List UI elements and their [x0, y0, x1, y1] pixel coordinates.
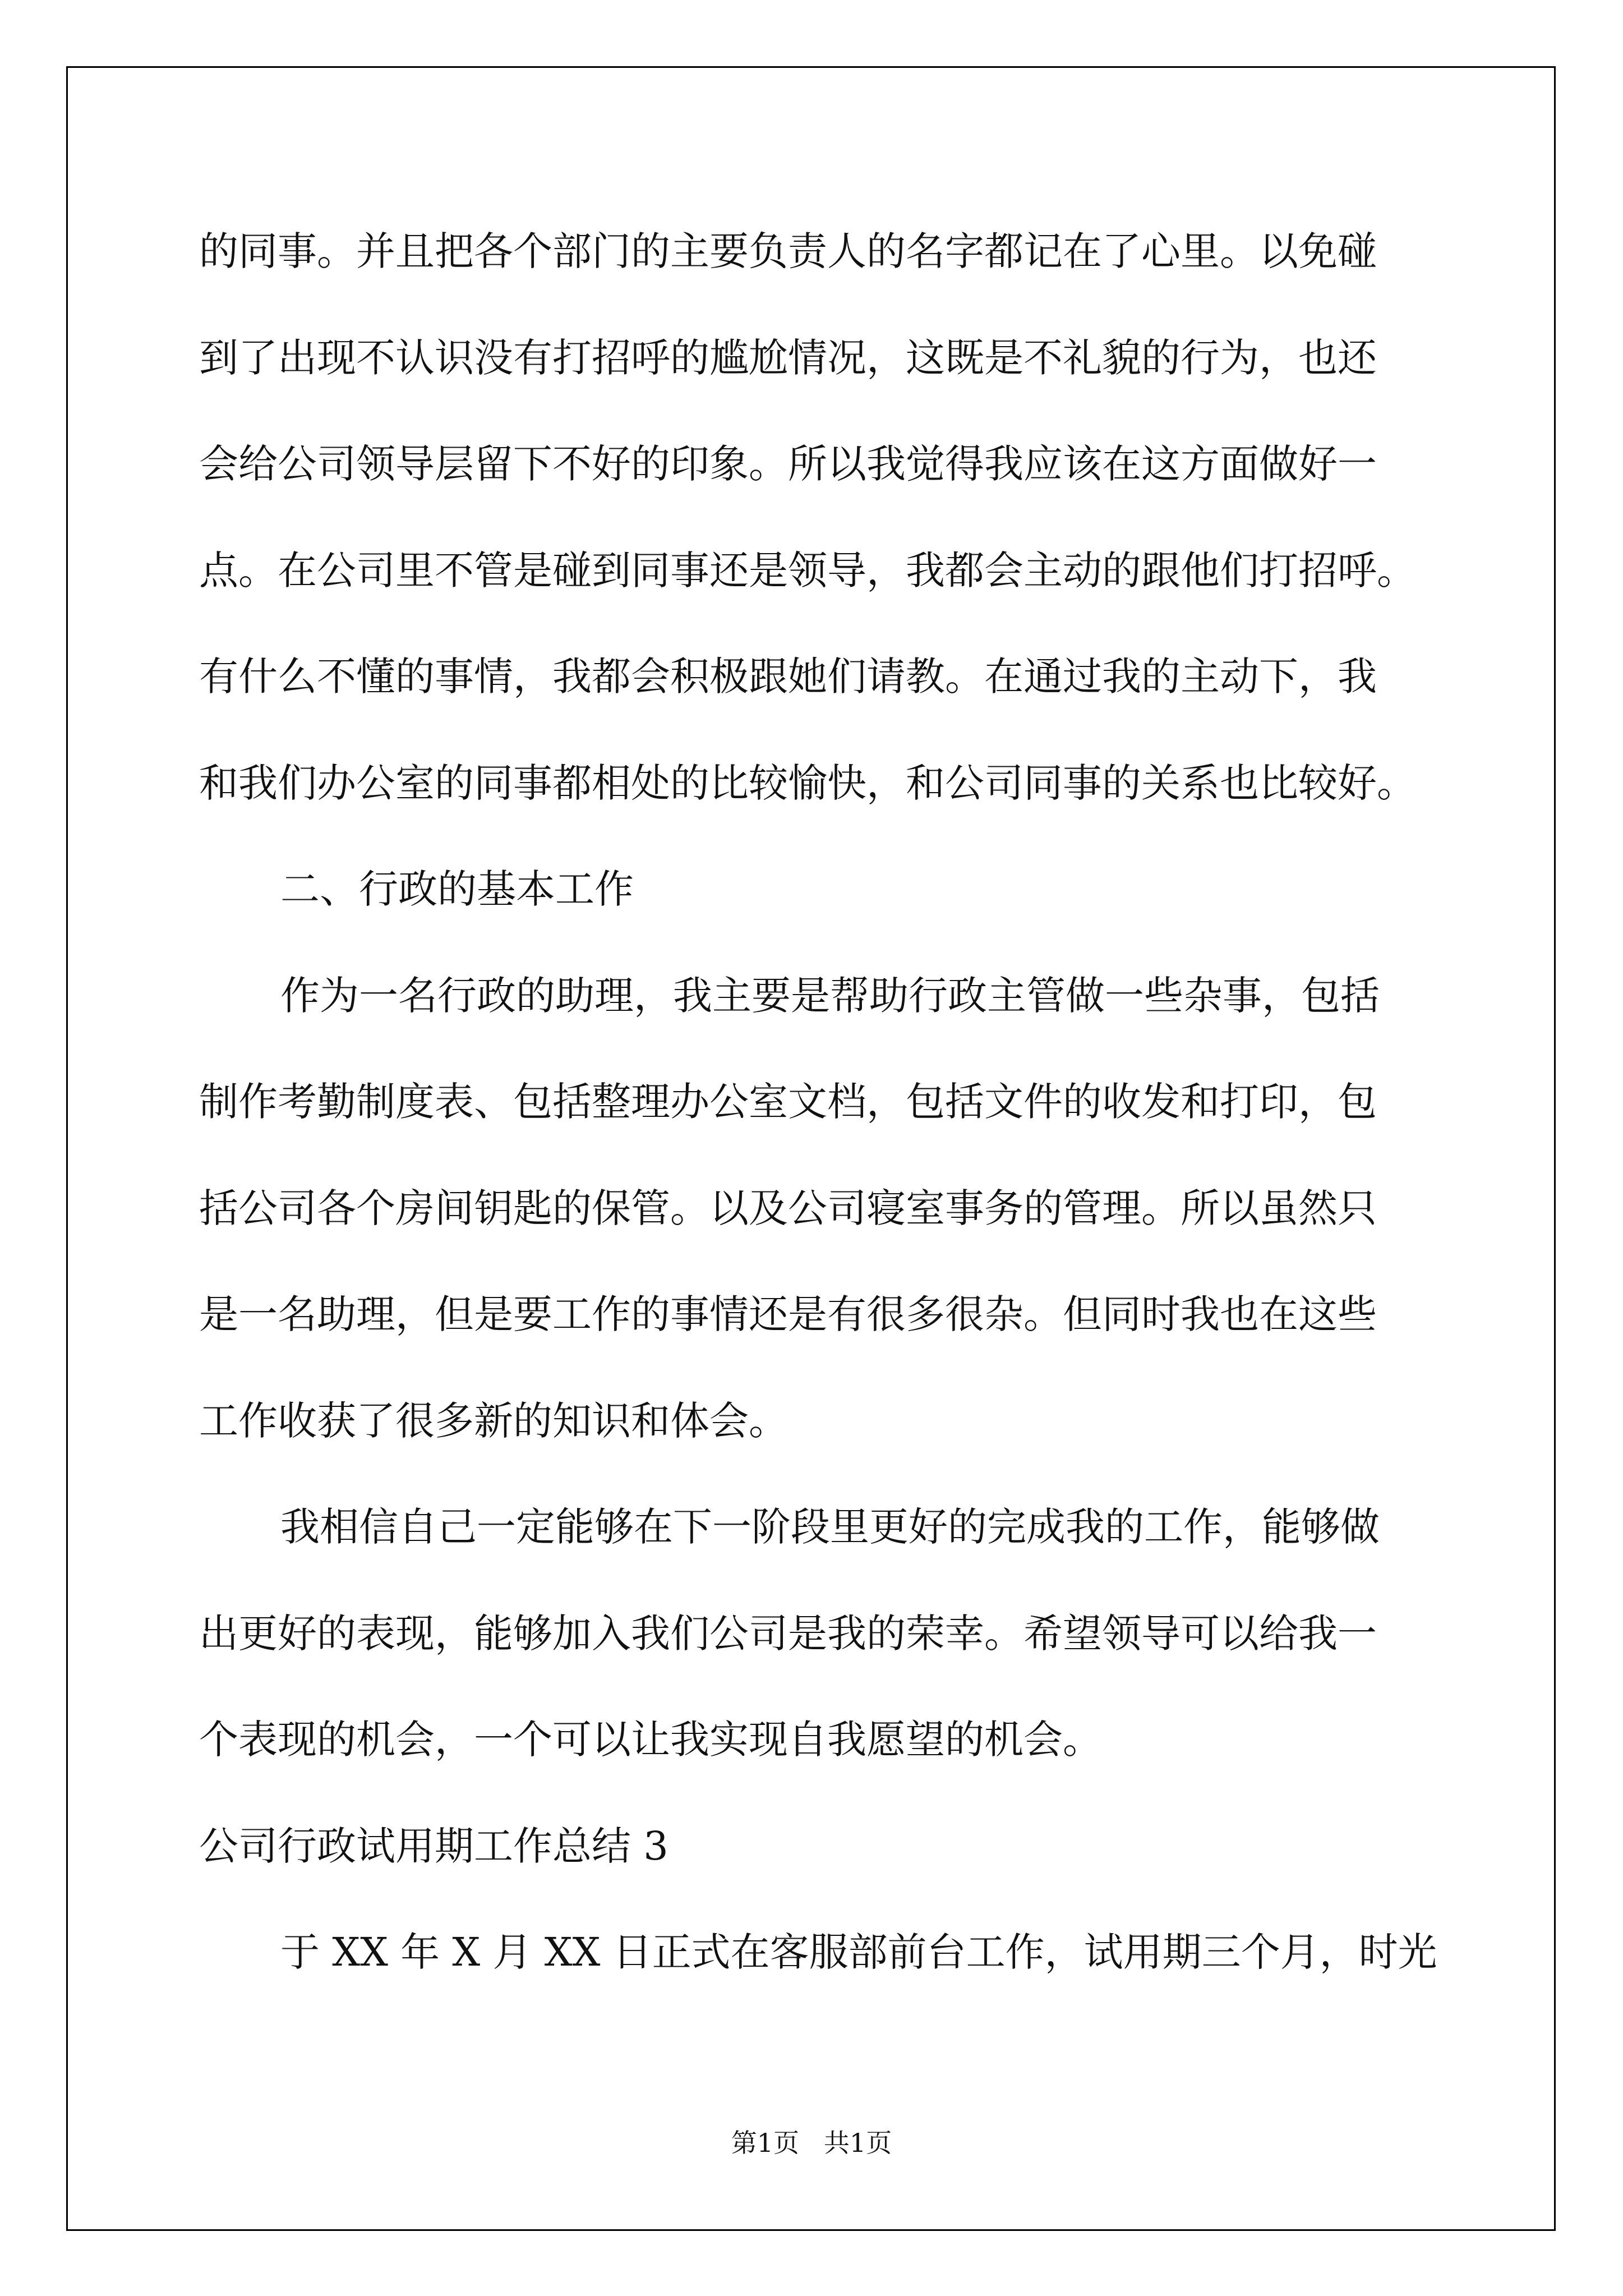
paragraph-line: 是一名助理，但是要工作的事情还是有很多很杂。但同时我也在这些 — [199, 1291, 1377, 1337]
paragraph-line: 制作考勤制度表、包括整理办公室文档，包括文件的收发和打印，包 — [199, 1079, 1377, 1125]
paragraph-line: 我相信自己一定能够在下一阶段里更好的完成我的工作，能够做 — [280, 1504, 1380, 1550]
paragraph-line: 到了出现不认识没有打招呼的尴尬情况，这既是不礼貌的行为，也还 — [199, 335, 1377, 381]
paragraph-line: 括公司各个房间钥匙的保管。以及公司寝室事务的管理。所以虽然只 — [199, 1185, 1377, 1231]
paragraph-line: 出更好的表现，能够加入我们公司是我的荣幸。希望领导可以给我一 — [199, 1611, 1377, 1657]
document-title: 公司行政试用期工作总结 3 — [199, 1823, 668, 1869]
paragraph-line: 个表现的机会，一个可以让我实现自我愿望的机会。 — [199, 1717, 1102, 1763]
page-border — [66, 66, 1556, 2231]
paragraph-line: 于 XX 年 X 月 XX 日正式在客服部前台工作，试用期三个月，时光 — [280, 1929, 1437, 1975]
paragraph-line: 工作收获了很多新的知识和体会。 — [199, 1398, 788, 1444]
section-heading: 二、行政的基本工作 — [280, 866, 634, 912]
paragraph-line: 和我们办公室的同事都相处的比较愉快，和公司同事的关系也比较好。 — [199, 760, 1416, 806]
paragraph-line: 有什么不懂的事情，我都会积极跟她们请教。在通过我的主动下，我 — [199, 654, 1377, 700]
page-number-footer: 第1页 共1页 — [731, 2128, 892, 2158]
paragraph-line: 会给公司领导层留下不好的印象。所以我觉得我应该在这方面做好一 — [199, 441, 1377, 487]
paragraph-line: 点。在公司里不管是碰到同事还是领导，我都会主动的跟他们打招呼。 — [199, 547, 1416, 593]
paragraph-line: 作为一名行政的助理，我主要是帮助行政主管做一些杂事，包括 — [280, 973, 1380, 1019]
paragraph-line: 的同事。并且把各个部门的主要负责人的名字都记在了心里。以免碰 — [199, 228, 1377, 274]
